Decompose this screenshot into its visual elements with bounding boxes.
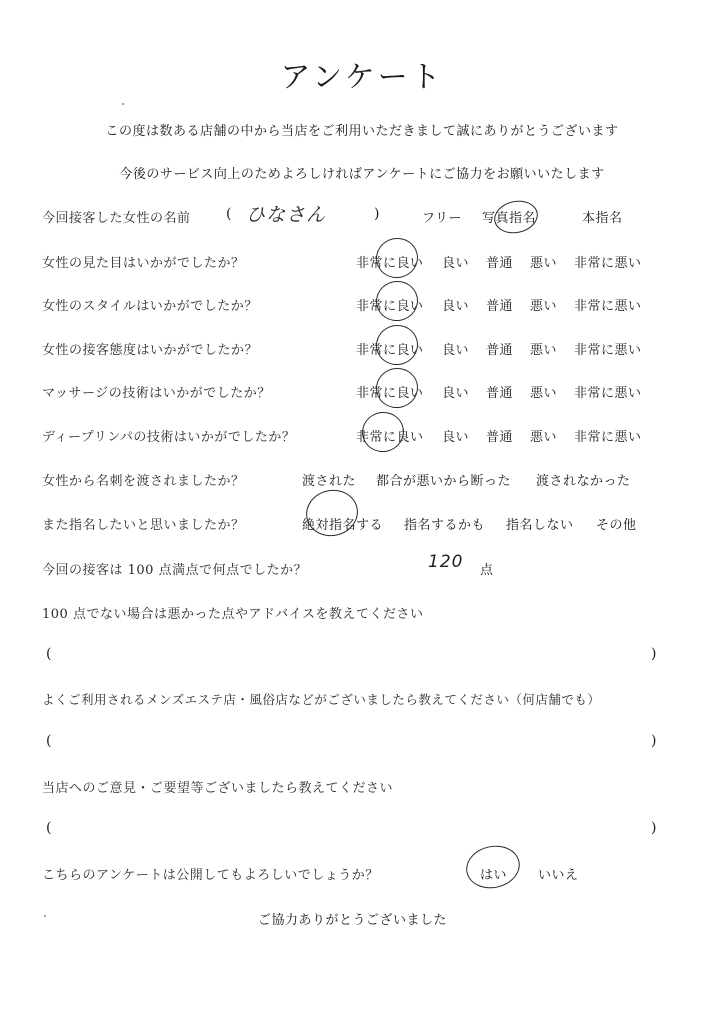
rating-option-bad[interactable]: 悪い [530, 343, 558, 358]
rating-option-good[interactable]: 良い [442, 430, 470, 445]
name-open-paren: ( [226, 206, 232, 222]
repeat-option-no[interactable]: 指名しない [506, 518, 574, 533]
other-shops-close-paren: ) [651, 733, 657, 749]
advice-answer-field[interactable] [56, 644, 646, 666]
survey-title: アンケート [280, 60, 444, 95]
rating-option-bad[interactable]: 悪い [530, 386, 558, 401]
intro-line-1: この度は数ある店舗の中から当店をご利用いただきまして誠にありがとうございます [105, 124, 619, 139]
selection-circle-publish [462, 841, 524, 893]
card-option-declined[interactable]: 都合が悪いから断った [376, 474, 512, 489]
selection-circle-massage [372, 364, 421, 412]
rating-option-good[interactable]: 良い [442, 386, 470, 401]
selection-circle-attitude [372, 321, 421, 369]
rating-option-average[interactable]: 普通 [486, 256, 514, 271]
publish-question: こちらのアンケートは公開してもよろしいでしょうか？ [42, 868, 379, 883]
rating-question-massage: マッサージの技術はいかがでしたか？ [42, 386, 271, 401]
rating-option-very-bad[interactable]: 非常に悪い [574, 386, 642, 401]
rating-option-very-bad[interactable]: 非常に悪い [574, 343, 642, 358]
rating-option-average[interactable]: 普通 [486, 430, 514, 445]
selection-circle-appearance [372, 234, 421, 282]
repeat-option-other[interactable]: その他 [596, 518, 637, 533]
repeat-question: また指名したいと思いましたか？ [42, 518, 245, 533]
closing-message: ご協力ありがとうございました [258, 913, 448, 928]
rating-question-deep-lymph: ディープリンパの技術はいかがでしたか？ [42, 430, 296, 445]
intro-line-2: 今後のサービス向上のためよろしければアンケートにご協力をお願いいたします [119, 167, 605, 182]
rating-option-bad[interactable]: 悪い [530, 299, 558, 314]
rating-option-very-bad[interactable]: 非常に悪い [574, 430, 642, 445]
rating-question-attitude: 女性の接客態度はいかがでしたか？ [42, 343, 259, 358]
other-shops-answer-field[interactable] [56, 731, 646, 753]
rating-option-good[interactable]: 良い [442, 343, 470, 358]
rating-option-very-bad[interactable]: 非常に悪い [574, 256, 642, 271]
rating-option-very-bad[interactable]: 非常に悪い [574, 299, 642, 314]
option-regular-request[interactable]: 本指名 [582, 211, 623, 226]
card-option-not-received[interactable]: 渡されなかった [536, 474, 631, 489]
rating-option-average[interactable]: 普通 [486, 299, 514, 314]
score-question: 今回の接客は 100 点満点で何点でしたか？ [42, 563, 308, 578]
score-unit: 点 [480, 563, 494, 578]
card-question: 女性から名刺を渡されましたか？ [42, 474, 245, 489]
speck-mark [44, 915, 46, 917]
repeat-option-maybe[interactable]: 指名するかも [404, 518, 486, 533]
rating-option-very-good[interactable]: 非常に良い [356, 299, 424, 314]
card-option-received[interactable]: 渡された [302, 474, 357, 489]
opinions-close-paren: ) [651, 820, 657, 836]
rating-question-style: 女性のスタイルはいかがでしたか？ [42, 299, 258, 314]
rating-option-very-good[interactable]: 非常に良い [356, 343, 424, 358]
rating-question-appearance: 女性の見た目はいかがでしたか？ [42, 256, 245, 271]
advice-close-paren: ) [651, 646, 657, 662]
other-shops-open-paren: ( [46, 733, 52, 749]
advice-open-paren: ( [46, 646, 52, 662]
publish-option-no[interactable]: いいえ [538, 868, 579, 883]
rating-option-average[interactable]: 普通 [486, 343, 514, 358]
speck-mark [122, 103, 124, 105]
advice-question: 100 点でない場合は悪かった点やアドバイスを教えてください [42, 607, 424, 622]
opinions-answer-field[interactable] [56, 818, 646, 840]
opinions-question: 当店へのご意見・ご要望等ございましたら教えてください [42, 781, 394, 796]
selection-circle-style [372, 277, 421, 325]
rating-option-average[interactable]: 普通 [486, 386, 514, 401]
publish-option-yes[interactable]: はい [480, 868, 508, 883]
name-close-paren: ) [374, 206, 380, 222]
name-question: 今回接客した女性の名前 [42, 211, 191, 226]
rating-option-bad[interactable]: 悪い [530, 256, 558, 271]
other-shops-question: よくご利用されるメンズエステ店・風俗店などがございましたら教えてください（何店舗でも） [42, 692, 601, 707]
handwritten-name[interactable]: ひなさん [246, 204, 327, 226]
handwritten-score[interactable]: 120 [428, 552, 464, 572]
option-free[interactable]: フリー [422, 211, 462, 226]
rating-option-very-good[interactable]: 非常に良い [356, 386, 424, 401]
opinions-open-paren: ( [46, 820, 52, 836]
rating-option-good[interactable]: 良い [442, 299, 470, 314]
rating-option-very-good[interactable]: 非常に良い [356, 256, 424, 271]
selection-circle-deep-lymph [358, 408, 407, 456]
selection-circle-photo-request [491, 197, 541, 237]
option-photo-request[interactable]: 写真指名 [482, 211, 537, 226]
repeat-option-definitely[interactable]: 絶対指名する [302, 518, 384, 533]
rating-option-bad[interactable]: 悪い [530, 430, 558, 445]
rating-option-very-good[interactable]: 非常に良い [356, 430, 424, 445]
rating-option-good[interactable]: 良い [442, 256, 470, 271]
